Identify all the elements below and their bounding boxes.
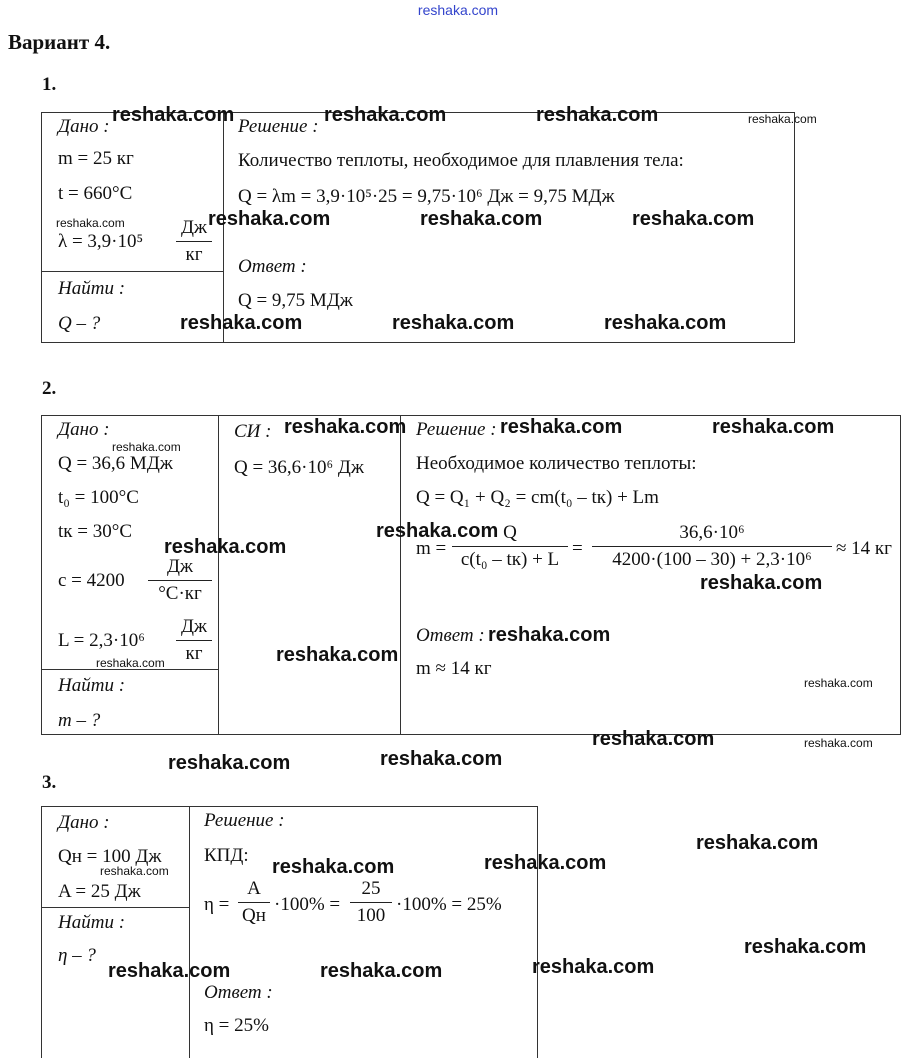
watermark: reshaka.com [592, 728, 715, 750]
problem-3-find-label: Найти : [58, 912, 126, 933]
problem-1-answer-label: Ответ : [238, 256, 307, 277]
problem-2-l-unit: Дж кг [176, 616, 212, 665]
problem-1-given-label: Дано : [58, 116, 110, 137]
watermark: reshaka.com [392, 312, 515, 334]
problem-1-given-temp: t = 660°C [58, 183, 133, 204]
problem-2-given-c: c = 4200 [58, 570, 125, 591]
watermark: reshaka.com [532, 956, 655, 978]
watermark: reshaka.com [744, 936, 867, 958]
problem-3-eta-eq: η = [204, 894, 230, 915]
watermark: reshaka.com [632, 208, 755, 230]
problem-3-tail: ·100% = 25% [396, 894, 502, 915]
problem-2-fraction-numeric: 36,6·10⁶ 4200·(100 – 30) + 2,3·10⁶ [592, 522, 832, 571]
watermark: reshaka.com [320, 960, 443, 982]
problem-1-find-label: Найти : [58, 278, 126, 299]
watermark: reshaka.com [376, 520, 499, 542]
watermark-small: reshaka.com [804, 676, 873, 690]
problem-3-solution-label: Решение : [204, 810, 285, 831]
problem-3-find: η – ? [58, 945, 96, 966]
watermark-small: reshaka.com [100, 864, 169, 878]
problem-2-equals: = [572, 538, 583, 559]
problem-3-given-label: Дано : [58, 812, 110, 833]
watermark: reshaka.com [604, 312, 727, 334]
watermark-small: reshaka.com [56, 216, 125, 230]
watermark: reshaka.com [108, 960, 231, 982]
watermark: reshaka.com [208, 208, 331, 230]
watermark: reshaka.com [488, 624, 611, 646]
problem-1-solution-label: Решение : [238, 116, 319, 137]
variant-title: Вариант 4. [8, 30, 111, 54]
problem-2-answer: m ≈ 14 кг [416, 658, 492, 679]
problem-3-fraction-symbolic: A Qн [238, 878, 270, 927]
problem-2-find: m – ? [58, 710, 101, 731]
problem-2-formula: Q = Q₁ + Q₂ = cm(t₀ – tк) + Lm [416, 487, 659, 508]
problem-1-find: Q – ? [58, 313, 101, 334]
watermark: reshaka.com [164, 536, 287, 558]
problem-3-number: 3. [42, 772, 57, 793]
problem-3-solution-text: КПД: [204, 845, 249, 866]
watermark-small: reshaka.com [804, 736, 873, 750]
watermark: reshaka.com [276, 644, 399, 666]
problem-2-number: 2. [42, 378, 57, 399]
problem-1-lambda-unit: Дж кг [176, 217, 212, 266]
watermark: reshaka.com [696, 832, 819, 854]
problem-1-answer: Q = 9,75 МДж [238, 290, 353, 311]
problem-2-c-unit: Дж °C·кг [148, 556, 212, 605]
problem-2-fraction-symbolic: Q c(t₀ – tк) + L [452, 522, 568, 571]
problem-2-result: ≈ 14 кг [836, 538, 892, 559]
problem-2-solution-text: Необходимое количество теплоты: [416, 453, 697, 474]
watermark-small: reshaka.com [96, 656, 165, 670]
problem-3-fraction-numeric: 25 100 [350, 878, 392, 927]
problem-3-given-a: A = 25 Дж [58, 881, 141, 902]
watermark: reshaka.com [380, 748, 503, 770]
problem-1-formula: Q = λm = 3,9·10⁵·25 = 9,75·10⁶ Дж = 9,75 МДж [238, 186, 615, 207]
watermark: reshaka.com [420, 208, 543, 230]
watermark: reshaka.com [180, 312, 303, 334]
problem-3-given-qn: Qн = 100 Дж [58, 846, 162, 867]
site-header-link[interactable]: reshaka.com [417, 2, 499, 18]
problem-2-solution-label: Решение : [416, 419, 497, 440]
problem-2-given-label: Дано : [58, 419, 110, 440]
problem-1-number: 1. [42, 74, 57, 95]
problem-3-answer-label: Ответ : [204, 982, 273, 1003]
watermark-small: reshaka.com [112, 440, 181, 454]
watermark: reshaka.com [168, 752, 291, 774]
watermark: reshaka.com [536, 104, 659, 126]
watermark-small: reshaka.com [748, 112, 817, 126]
problem-2-si-label: СИ : [234, 421, 272, 442]
problem-2-m-eq: m = [416, 538, 447, 559]
problem-1-solution-text: Количество теплоты, необходимое для плавления тела: [238, 150, 684, 171]
problem-2-given-tk: tк = 30°C [58, 521, 132, 542]
problem-2-given-q: Q = 36,6 МДж [58, 453, 173, 474]
problem-1-given-lambda: λ = 3,9·10⁵ [58, 231, 144, 252]
problem-2-given-l: L = 2,3·10⁶ [58, 630, 145, 651]
problem-1-given-mass: m = 25 кг [58, 148, 134, 169]
watermark: reshaka.com [700, 572, 823, 594]
problem-2-find-label: Найти : [58, 675, 126, 696]
watermark: reshaka.com [712, 416, 835, 438]
problem-3-answer: η = 25% [204, 1015, 269, 1036]
problem-3-mid: ·100% = [274, 894, 341, 915]
watermark: reshaka.com [272, 856, 395, 878]
watermark: reshaka.com [324, 104, 447, 126]
watermark: reshaka.com [112, 104, 235, 126]
watermark: reshaka.com [284, 416, 407, 438]
problem-2-answer-label: Ответ : [416, 625, 485, 646]
watermark: reshaka.com [484, 852, 607, 874]
problem-2-given-t0: t₀ = 100°C [58, 487, 139, 508]
watermark: reshaka.com [500, 416, 623, 438]
problem-2-si-value: Q = 36,6·10⁶ Дж [234, 457, 364, 478]
